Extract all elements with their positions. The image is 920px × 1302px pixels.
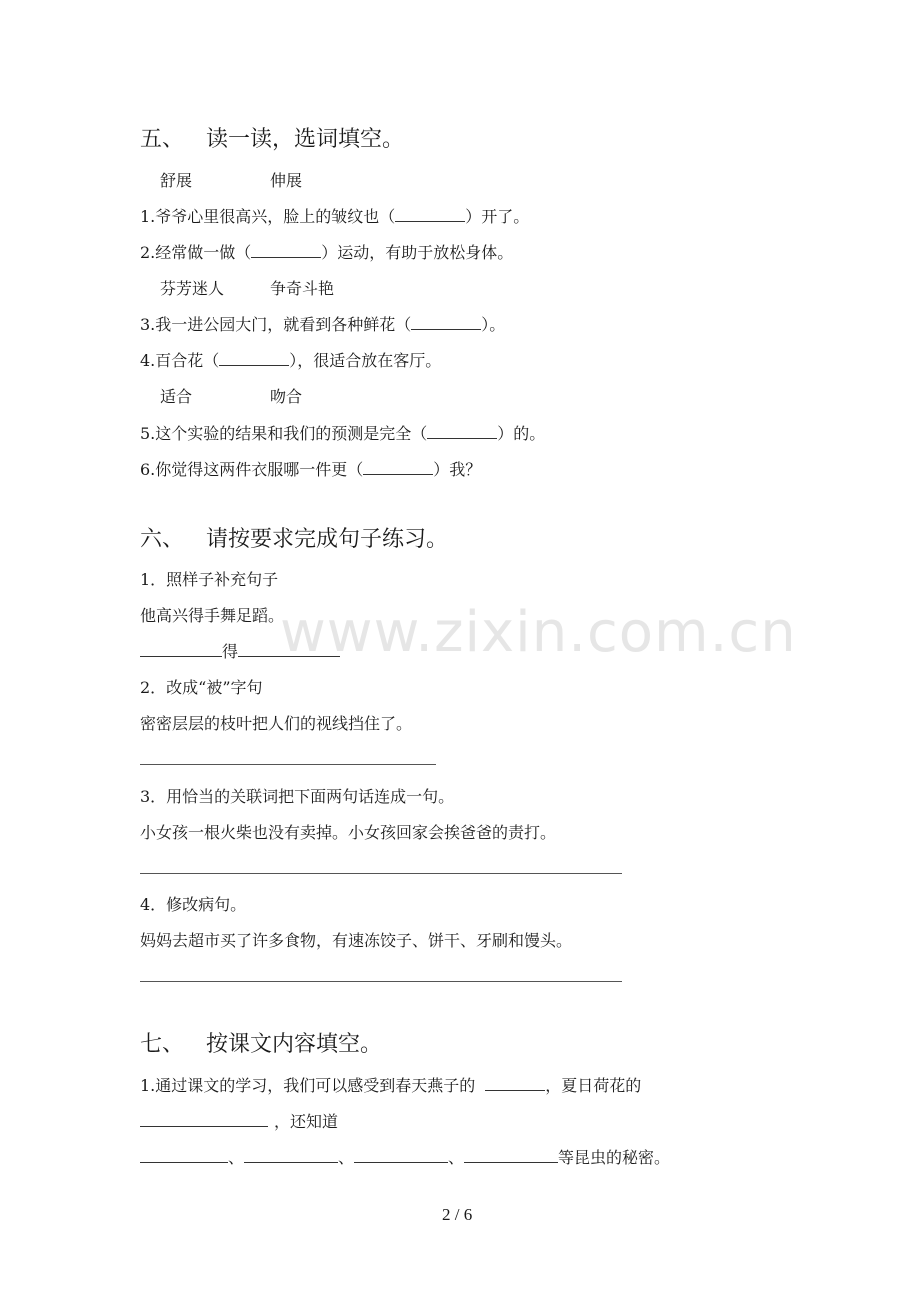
answer-blank-7b[interactable] — [238, 642, 340, 657]
item-1-sentence: 他高兴得手舞足蹈。 — [140, 606, 285, 625]
answer-blank-insect-1[interactable] — [140, 1148, 228, 1163]
question-4-end: ），很适合放在客厅。 — [289, 351, 442, 370]
fill-line-2-text: ，还知道 — [274, 1112, 339, 1131]
question-6 — [140, 457, 481, 480]
answer-line-2[interactable] — [140, 764, 436, 765]
fill-line-1 — [140, 1073, 641, 1096]
question-3-text: 3.我一进公园大门，就看到各种鲜花（ — [140, 315, 412, 334]
question-1 — [140, 204, 529, 227]
section6-heading-number: 六、 — [140, 527, 185, 552]
fill-line-1-text: 1.通过课文的学习，我们可以感受到春天燕子的 — [140, 1076, 476, 1095]
item-1-answer — [140, 639, 340, 662]
item-2-title: 2．改成“被”字句 — [140, 678, 263, 697]
question-3-end: ）。 — [481, 315, 506, 334]
question-5 — [140, 421, 545, 444]
question-2-end: ）运动，有助于放松身体。 — [321, 243, 514, 262]
watermark: www.zixin.com.cn — [280, 600, 797, 665]
answer-blank-insect-2[interactable] — [244, 1148, 338, 1163]
question-4 — [140, 348, 441, 371]
question-2-text: 2.经常做一做（ — [140, 243, 252, 262]
question-1-end: ）开了。 — [465, 207, 530, 226]
separator-1: 、 — [228, 1148, 245, 1167]
item-3-sentence: 小女孩一根火柴也没有卖掉。小女孩回家会挨爸爸的责打。 — [140, 823, 557, 842]
section7-heading — [140, 1027, 382, 1058]
answer-blank-2[interactable] — [251, 243, 321, 258]
fill-line-3-end: 等昆虫的秘密。 — [558, 1148, 671, 1167]
fill-line-2 — [140, 1109, 338, 1132]
question-4-text: 4.百合花（ — [140, 351, 220, 370]
item-4-sentence: 妈妈去超市买了许多食物，有速冻饺子、饼干、牙刷和馒头。 — [140, 931, 573, 950]
fill-line-1-text-b: ，夏日荷花的 — [545, 1076, 642, 1095]
question-3 — [140, 312, 505, 335]
answer-blank-6[interactable] — [363, 460, 433, 475]
word-option-1b: 伸展 — [270, 171, 303, 190]
answer-blank-1[interactable] — [395, 207, 465, 222]
answer-blank-7a[interactable] — [140, 642, 222, 657]
item-1-title: 1．照样子补充句子 — [140, 570, 279, 589]
fill-line-3 — [140, 1145, 670, 1168]
answer-line-4[interactable] — [140, 981, 622, 982]
answer-blank-insect-3[interactable] — [354, 1148, 448, 1163]
item-1-mid: 得 — [222, 642, 239, 661]
item-3-title: 3．用恰当的关联词把下面两句话连成一句。 — [140, 787, 455, 806]
page-number: 2 / 6 — [442, 1205, 473, 1224]
answer-blank-lotus[interactable] — [140, 1112, 268, 1127]
answer-blank-swallow[interactable] — [485, 1076, 545, 1091]
word-option-1a: 舒展 — [160, 171, 193, 190]
question-6-end: ）我？ — [433, 460, 482, 479]
separator-2: 、 — [338, 1148, 355, 1167]
section7-heading-text: 按课文内容填空。 — [206, 1032, 383, 1057]
question-5-end: ）的。 — [497, 424, 546, 443]
answer-blank-3[interactable] — [411, 315, 481, 330]
section5-heading-number: 五、 — [140, 127, 185, 152]
word-option-2a: 芬芳迷人 — [160, 279, 225, 298]
section6-heading-text: 请按要求完成句子练习。 — [206, 527, 449, 552]
item-2-sentence: 密密层层的枝叶把人们的视线挡住了。 — [140, 714, 413, 733]
separator-3: 、 — [448, 1148, 465, 1167]
item-4-title: 4．修改病句。 — [140, 895, 247, 914]
word-option-3a: 适合 — [160, 387, 193, 406]
answer-blank-insect-4[interactable] — [464, 1148, 558, 1163]
answer-blank-5[interactable] — [427, 424, 497, 439]
question-5-text: 5.这个实验的结果和我们的预测是完全（ — [140, 424, 428, 443]
word-option-3b: 吻合 — [270, 387, 303, 406]
question-1-text: 1.爷爷心里很高兴，脸上的皱纹也（ — [140, 207, 396, 226]
section6-heading — [140, 522, 448, 553]
word-option-2b: 争奇斗艳 — [270, 279, 335, 298]
section5-heading-text: 读一读，选词填空。 — [206, 127, 405, 152]
section5-heading — [140, 122, 404, 153]
question-6-text: 6.你觉得这两件衣服哪一件更（ — [140, 460, 364, 479]
answer-line-3[interactable] — [140, 873, 622, 874]
section7-heading-number: 七、 — [140, 1032, 185, 1057]
answer-blank-4[interactable] — [219, 351, 289, 366]
question-2 — [140, 240, 513, 263]
